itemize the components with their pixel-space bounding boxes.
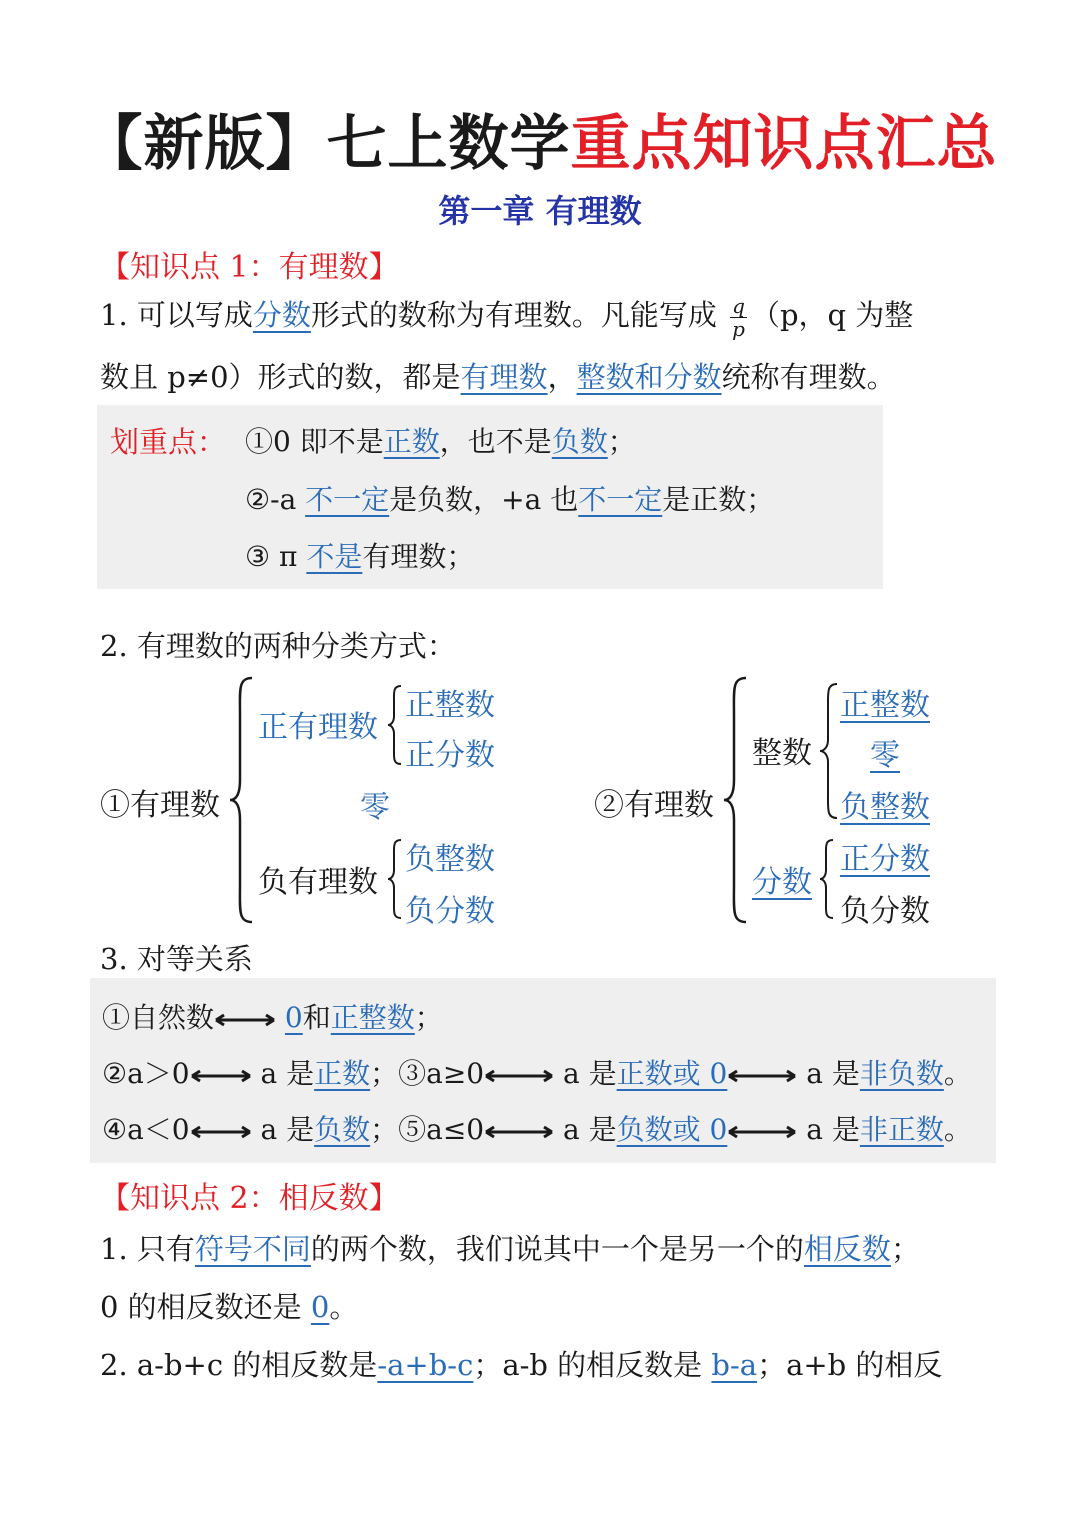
cls2-zero: 零 [870,738,900,773]
double-arrow-icon [190,1124,252,1140]
focus-line-1: ①0 即不是正数，也不是负数； [245,425,636,458]
double-arrow-icon [727,1124,797,1140]
eq-line-3: ④a＜0 a 是负数；⑤a≤0 a 是负数或 0 a 是非正数。 [102,1113,972,1146]
cls1-root: ①有理数 [100,788,220,823]
kp2-heading: 【知识点 2：相反数】 [100,1181,399,1216]
kp2-p1-line2: 0 的相反数还是 0。 [100,1290,359,1324]
cls2-frac-brace [818,838,836,920]
double-arrow-icon [214,1012,276,1028]
eq-line-1: ①自然数 0和正整数； [102,1001,443,1034]
cls2-int-brace [818,682,840,820]
double-arrow-icon [190,1068,252,1084]
chapter-title: 第一章 有理数 [438,192,642,230]
double-arrow-icon [484,1124,554,1140]
kp1-heading: 【知识点 1：有理数】 [100,250,399,285]
kp1-p1-line2: 数且 p≠0）形式的数，都是有理数，整数和分数统称有理数。 [100,360,896,394]
focus-label: 划重点： [110,425,227,459]
cls1-negative: 负有理数 [258,865,378,900]
kp2-p2: 2. a-b+c 的相反数是-a+b-c；a-b 的相反数是 b-a；a+b 的相反 [100,1348,943,1382]
double-arrow-icon [727,1068,797,1084]
double-arrow-icon [484,1068,554,1084]
cls2-root: ②有理数 [594,788,714,823]
focus-line-2: ②-a 不一定是负数，+a 也不一定是正数； [245,483,775,516]
kp2-p1-line1: 1. 只有符号不同的两个数，我们说其中一个是另一个的相反数； [100,1232,920,1266]
cls2-pos-frac: 正分数 [840,842,930,877]
cls2-main-brace [722,676,750,924]
fraction-q-over-p: $\frac{q}{p}$ [732,293,745,341]
cls1-neg-frac: 负分数 [405,894,495,929]
eq-line-2: ②a＞0 a 是正数；③a≥0 a 是正数或 0 a 是非负数。 [102,1057,972,1090]
cls2-int: 整数 [752,736,812,771]
kp1-p2: 2. 有理数的两种分类方式： [100,629,456,663]
cls1-neg-int: 负整数 [405,842,495,877]
page-title: 【新版】七上数学重点知识点汇总 [82,109,998,179]
cls1-pos-brace [386,684,404,766]
cls2-neg-int: 负整数 [840,790,930,825]
kp1-p1-line1: 1. 可以写成分数形式的数称为有理数。凡能写成 $\frac{q}{p}$ （p，q 为整 [100,293,914,341]
cls1-pos-frac: 正分数 [405,738,495,773]
cls1-main-brace [228,676,256,924]
cls1-positive: 正有理数 [258,710,378,745]
cls2-pos-int: 正整数 [840,688,930,723]
cls1-zero: 零 [360,790,390,825]
cls2-neg-frac: 负分数 [840,894,930,929]
cls2-frac: 分数 [752,865,812,900]
cls1-pos-int: 正整数 [405,688,495,723]
focus-line-3: ③ π 不是有理数； [245,540,475,573]
cls1-neg-brace [386,838,404,920]
kp1-p3: 3. 对等关系 [100,942,253,976]
